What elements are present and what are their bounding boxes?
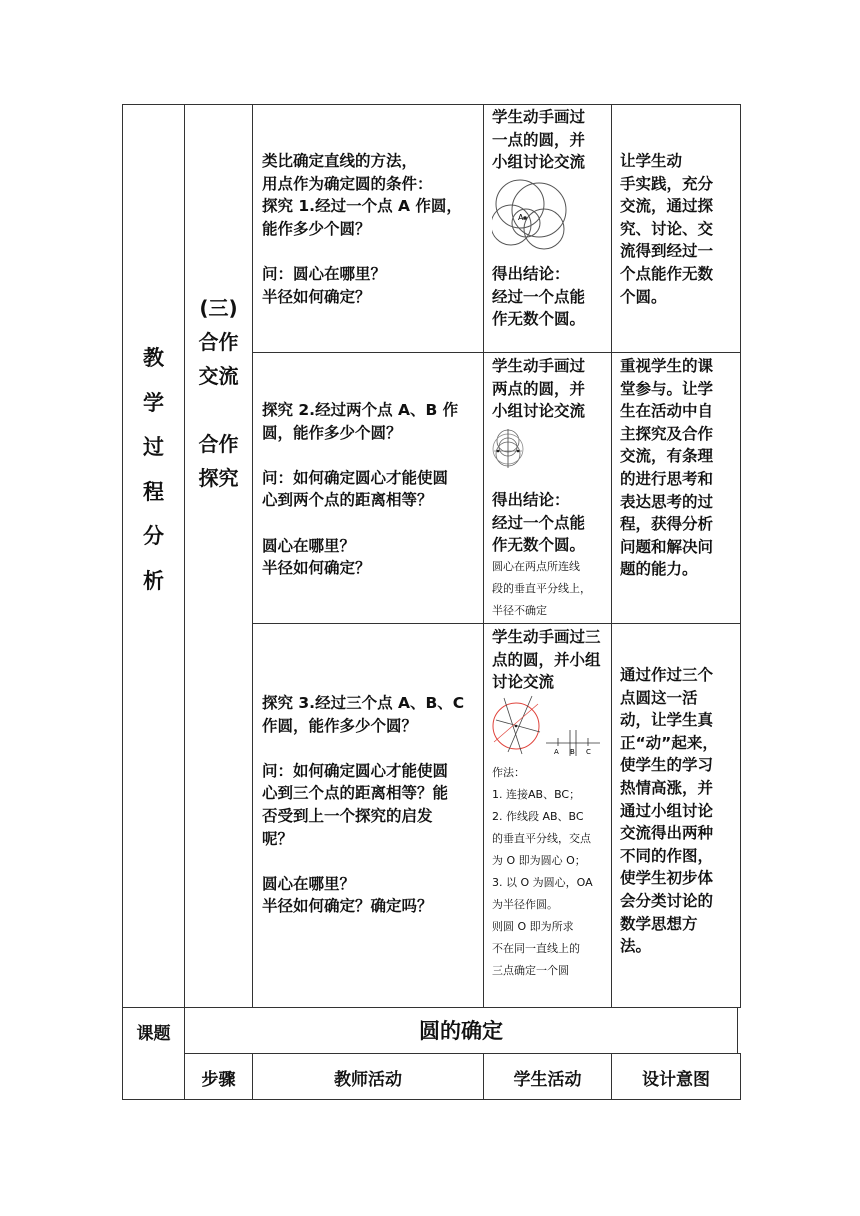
- side-label-char: 程: [143, 479, 164, 504]
- side-label-char: 析: [143, 568, 164, 593]
- header-right: [740, 1053, 741, 1100]
- header-step: 步骤: [201, 1070, 236, 1090]
- header-design-intent: 设计意图: [642, 1070, 710, 1090]
- table-border-bottom: [122, 1099, 741, 1100]
- side-label-char: 分: [143, 524, 164, 548]
- student-activity-2-top: 学生动手画过 两点的圆，并 小组讨论交流: [492, 357, 586, 421]
- figure-label-b: B: [570, 748, 575, 756]
- table-border-right: [740, 104, 741, 1008]
- step-label: [185, 291, 252, 495]
- teacher-activity-3: 探究 3.经过三个点 A、B、C 作圆，能作多少个圆？ 问：如何确定圆心才能使圆 心到三个点的距离相等？能 否受到上一个探究的启发 呢？ 圆心在哪里？ 半径如何确定？确定吗？: [262, 694, 465, 916]
- student-activity-2-bottom: 得出结论： 经过一个点能 作无数个圆。: [492, 491, 586, 555]
- design-intent-3: 通过作过三个 点圆这一活 动，让学生真 正“动”起来， 使学生的学习 热情高涨，并 通过小组讨论 交流得出两种 不同的作图， 使学生初步体 会分类讨论的 数学思想方 法。: [620, 666, 718, 956]
- column-divider-4: [611, 104, 612, 1008]
- title-row-right: [737, 1007, 738, 1053]
- side-label-char: 教: [143, 346, 164, 370]
- side-label-char: 学: [143, 390, 164, 415]
- step-number: (三): [199, 296, 238, 320]
- figure-label-a: A: [554, 748, 559, 756]
- student-activity-2-note: 圆心在两点所连线 段的垂直平分线上， 半径不确定: [492, 560, 591, 617]
- table-border-top: [122, 104, 741, 105]
- two-point-circles-figure: [492, 427, 526, 469]
- header-student-activity: 学生活动: [513, 1070, 582, 1090]
- row-divider-3: [122, 1007, 741, 1008]
- side-label-char: 过: [143, 435, 164, 459]
- column-divider-2: [252, 104, 253, 1008]
- topic-label: 课题: [136, 1024, 171, 1044]
- lesson-title: 圆的确定: [419, 1019, 503, 1043]
- column-divider-3: [483, 104, 484, 1008]
- student-activity-3-bottom: 作法： 1. 连接AB、BC； 2. 作线段 AB、BC 的垂直平分线，交点 为 O 即为圆心 O； 3. 以 O 为圆心，OA 为半径作圆。 则圆 O 即为所求 不在同一直线上的 三点确定一个圆: [492, 766, 593, 977]
- step-text: 探究: [198, 466, 239, 490]
- row-divider-2: [252, 623, 741, 624]
- student-activity-1-top: 学生动手画过 一点的圆，并 小组讨论交流: [492, 108, 586, 172]
- teacher-activity-2: 探究 2.经过两个点 A、B 作 圆，能作多少个圆？ 问：如何确定圆心才能使圆 心到两个点的距离相等？ 圆心在哪里？ 半径如何确定？: [262, 401, 459, 578]
- three-point-circle-figure: [492, 692, 602, 758]
- step-text: 合作: [198, 432, 239, 456]
- point-a-label: A: [518, 213, 524, 222]
- header-teacher-activity: 教师活动: [334, 1070, 402, 1090]
- teacher-activity-1: 类比确定直线的方法， 用点作为确定圆的条件： 探究 1.经过一个点 A 作圆， 能作多少个圆？ 问：圆心在哪里？ 半径如何确定？: [262, 152, 462, 306]
- design-intent-1: 让学生动 手实践，充分 交流，通过探 究、讨论、交 流得到经过一 个点能作无数 个圆。: [620, 152, 714, 306]
- design-intent-2: 重视学生的课 堂参与。让学 生在活动中自 主探究及合作 交流，有条理 的进行思考和 表达思考的过 程，获得分析 问题和解决问 题的能力。: [620, 357, 714, 579]
- row-divider-4: [184, 1053, 741, 1054]
- step-text: 合作: [198, 330, 239, 354]
- row-divider-1: [252, 352, 741, 353]
- one-point-circles-figure: [492, 173, 570, 257]
- figure-label-c: C: [586, 748, 591, 756]
- step-spacer: [185, 393, 252, 427]
- student-activity-1-bottom: 得出结论： 经过一个点能 作无数个圆。: [492, 265, 586, 329]
- step-text: 交流: [198, 364, 239, 388]
- side-label: [123, 336, 184, 603]
- student-activity-3-top: 学生动手画过三 点的圆，并小组 讨论交流: [492, 628, 601, 692]
- column-divider-1: [184, 104, 185, 1008]
